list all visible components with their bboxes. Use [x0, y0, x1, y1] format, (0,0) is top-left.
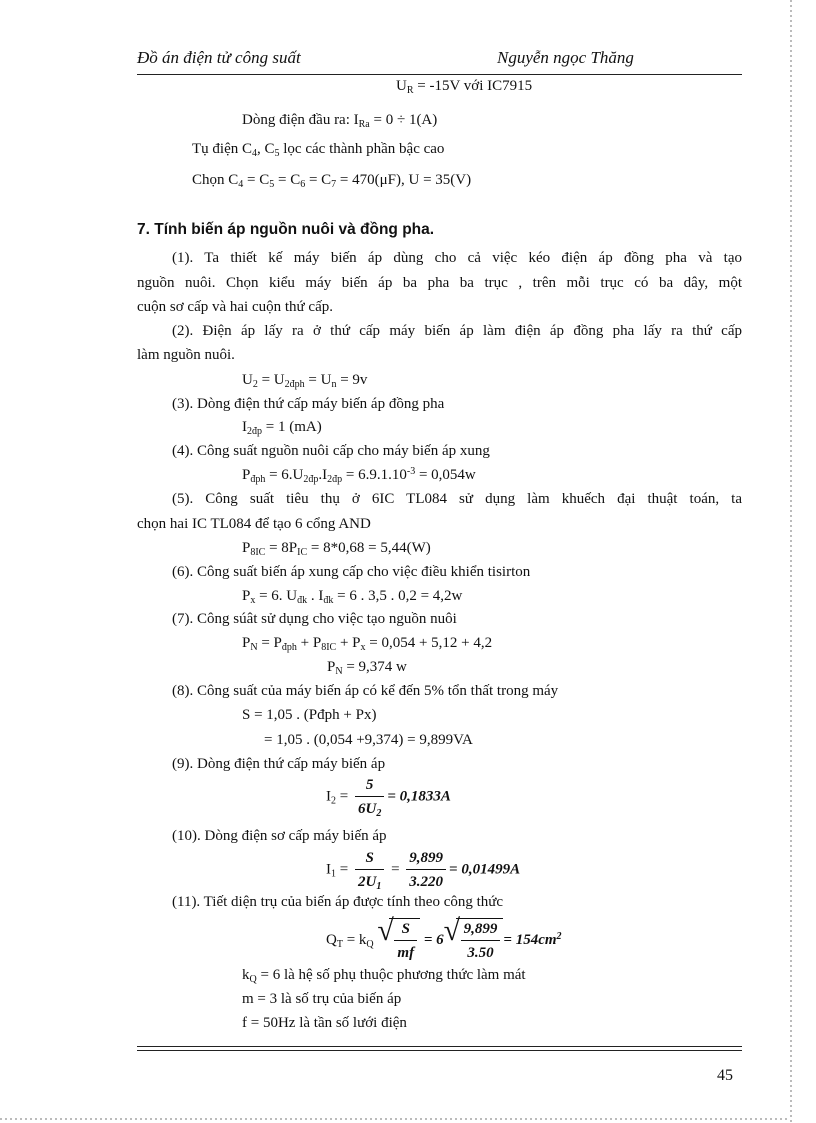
- output-current-line: Dòng điện đầu ra: $I_{Ra} = 0 \div 1(A)$: [242, 112, 438, 130]
- capacitor-line: Tụ điện $C_4$, $C_5$ lọc các thành phần bậc cao: [192, 141, 445, 159]
- p9-formula: $I_2$ = $\frac{5}{6U_2}$ = 0,1833A: [326, 777, 451, 819]
- p11-m-line: m = 3 là số trụ của biến áp: [242, 991, 402, 1007]
- p1-line3: cuộn sơ cấp và hai cuộn thứ cấp.: [137, 299, 333, 315]
- p8-equation1: S = 1,05 . (Pđph + Px): [242, 707, 377, 723]
- p7-equation: $P_N = P_{đph} + P_{8IC} + P_x = 0,054 + 5,12 + 4,2$: [242, 635, 493, 653]
- p6-equation: $P_x = 6$. $U_{đk}$ . $I_{đk} = 6$ . 3,5 . 0,2 = 4,2w: [242, 588, 463, 606]
- sqrt-sign-2: √ $\frac{9,899}{3.50}$: [444, 918, 504, 963]
- p7-result: $P_N = 9,374$ w: [327, 659, 407, 677]
- p1-line2: nguồn nuôi. Chọn kiểu máy biến áp ba pha ba trục , trên mỗi trục có ba dây, một: [137, 275, 742, 291]
- page-shadow-right: [790, 0, 792, 1123]
- section-heading: 7. Tính biến áp nguồn nuôi và đồng pha.: [137, 221, 435, 238]
- p10-formula: $I_1$ = $\frac{S}{2U_1}$ = $\frac{9,899}{3.220}$ = 0,01499A: [326, 850, 521, 892]
- p11-line1: (11). Tiết diện trụ của biến áp được tính theo công thức: [172, 894, 504, 910]
- p8-equation2: = 1,05 . (0,054 +9,374) = 9,899VA: [264, 732, 473, 748]
- p10-line1: (10). Dòng điện sơ cấp máy biến áp: [172, 828, 387, 844]
- p10-fraction-2: $\frac{9,899}{3.220}$: [406, 848, 446, 892]
- p6-line1: (6). Công suất biến áp xung cấp cho việc điều khiển tisirton: [172, 564, 531, 580]
- p1-line1: (1). Ta thiết kế máy biến áp dùng cho cả việc kéo điện áp đồng pha và tạo: [172, 250, 742, 266]
- p2-line1: (2). Điện áp lấy ra ở thứ cấp máy biến áp làm điện áp đồng pha lấy ra thứ cấp: [172, 323, 742, 339]
- p5-equation: $P_{8IC} = 8P_{IC} = 8*0,68 = 5,44(W)$: [242, 540, 431, 558]
- p3-equation: $I_{2đp} = 1$ (mA): [242, 419, 322, 437]
- ur-line: $U_R = -15V$ với IC7915: [396, 78, 533, 96]
- header-left: Đồ án điện tử công suất: [137, 48, 301, 67]
- p4-equation: $P_{đph} = 6.U_{2đp}.I_{2đp} = 6.9.1.10^{-3} = 0,054w$: [242, 466, 476, 485]
- p3-line1: (3). Dòng điện thứ cấp máy biến áp đồng pha: [172, 396, 445, 412]
- header-right: Nguyễn ngọc Thăng: [497, 48, 634, 67]
- footer-divider-bottom: [137, 1050, 742, 1051]
- p2-line2: làm nguồn nuôi.: [137, 347, 235, 363]
- page-number: 45: [717, 1067, 733, 1084]
- p5-line1: (5). Công suất tiêu thụ ở 6IC TL084 sử dụng làm khuếch đại thuật toán, ta: [172, 491, 742, 507]
- p10-fraction-1: $\frac{S}{2U_1}$: [355, 848, 384, 892]
- p9-fraction: $\frac{5}{6U_2}$: [355, 775, 384, 819]
- capacitor-choice-line: Chọn $C_4 = C_5 = C_6 = C_7 = 470(\mu F)$, U = 35(V): [192, 172, 472, 190]
- footer-divider-top: [137, 1046, 742, 1047]
- p11-formula: $Q_T = k_Q$ √ $\frac{S}{mf}$ = 6 √ $\frac{9,899}{3.50}$ = $154cm^2$: [326, 914, 562, 961]
- p5-line2: chọn hai IC TL084 để tạo 6 cổng AND: [137, 516, 371, 532]
- p2-equation: $U_2 = U_{2đph} = U_n = 9v$: [242, 372, 368, 390]
- p8-line1: (8). Công suất của máy biến áp có kể đến 5% tổn thất trong máy: [172, 683, 559, 699]
- p4-line1: (4). Công suất nguồn nuôi cấp cho máy biến áp xung: [172, 443, 490, 459]
- header-divider: [137, 74, 742, 75]
- p7-line1: (7). Công súât sử dụng cho việc tạo nguồn nuôi: [172, 611, 457, 627]
- page-shadow-bottom: [0, 1118, 790, 1120]
- p9-line1: (9). Dòng điện thứ cấp máy biến áp: [172, 756, 386, 772]
- p11-f-line: f = 50Hz là tần số lưới điện: [242, 1015, 407, 1031]
- p11-kq-line: $k_Q = 6$ là hệ số phụ thuộc phương thức làm mát: [242, 967, 526, 985]
- sqrt-sign-1: √ $\frac{S}{mf}$: [377, 918, 420, 963]
